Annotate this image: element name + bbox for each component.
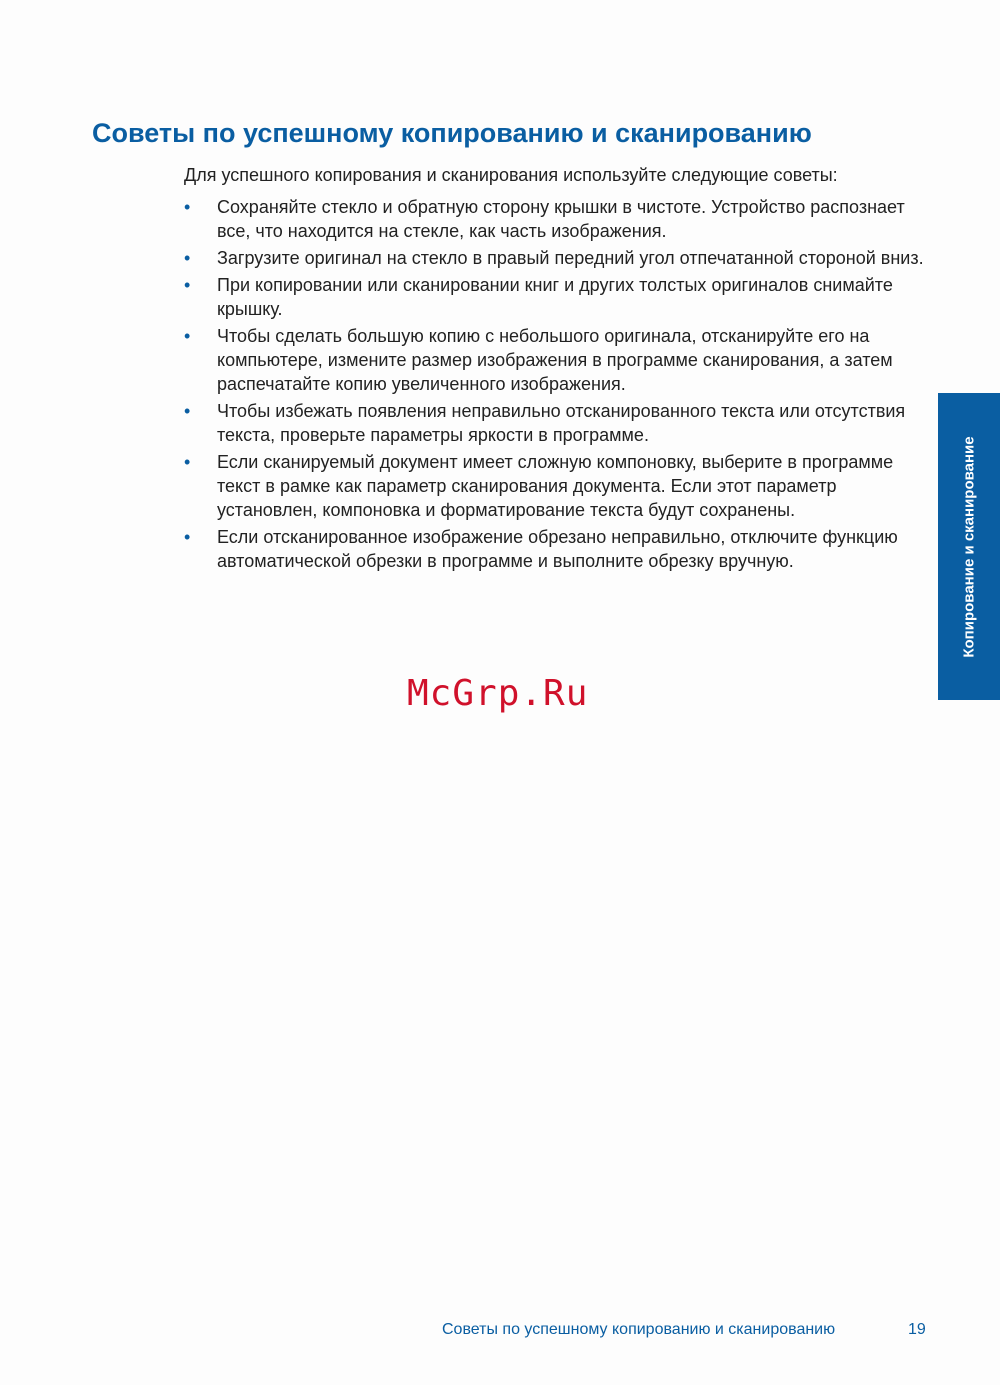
chapter-tab-label: Копирование и сканирование [960,435,978,658]
bullet-icon: • [184,401,191,421]
footer-section-title: Советы по успешному копированию и сканированию [442,1321,836,1338]
watermark-text: McGrp.Ru [407,673,589,714]
tip-text: Чтобы избежать появления неправильно отсканированного текста или отсутствия текста, проверьте параметры яркости в программе. [217,401,906,445]
tips-list [184,195,932,576]
bullet-icon: • [184,452,191,472]
bullet-icon: • [184,248,191,268]
tip-text: Чтобы сделать большую копию с небольшого оригинала, отсканируйте его на компьютере, измените размер изображения в программе сканирования, а затем распечатайте копию увеличенного изображения. [217,326,893,394]
intro-text: Для успешного копирования и сканирования используйте следующие советы: [184,165,838,185]
bullet-icon: • [184,275,191,295]
tip-text: Если отсканированное изображение обрезано неправильно, отключите функцию автоматической обрезки в программе и выполните обрезку вручную. [217,527,898,571]
chapter-side-tab [938,393,1000,700]
list-item [184,525,932,573]
list-item [184,450,932,522]
tip-text: Сохраняйте стекло и обратную сторону крышки в чистоте. Устройство распознает все, что находится на стекле, как часть изображения. [217,197,905,241]
list-item [184,273,932,321]
list-item [184,399,932,447]
bullet-icon: • [184,527,191,547]
tip-text: Если сканируемый документ имеет сложную компоновку, выберите в программе текст в рамке как параметр сканирования документа. Если этот параметр установлен, компоновка и форматирование текста будут сохранены. [217,452,894,520]
page-title: Советы по успешному копированию и сканированию [92,118,812,148]
bullet-icon: • [184,326,191,346]
tip-text: При копировании или сканировании книг и других толстых оригиналов снимайте крышку. [217,275,893,319]
list-item [184,246,932,270]
bullet-icon: • [184,197,191,217]
list-item [184,195,932,243]
tip-text: Загрузите оригинал на стекло в правый передний угол отпечатанной стороной вниз. [217,248,924,268]
list-item [184,324,932,396]
page-number: 19 [908,1321,926,1338]
